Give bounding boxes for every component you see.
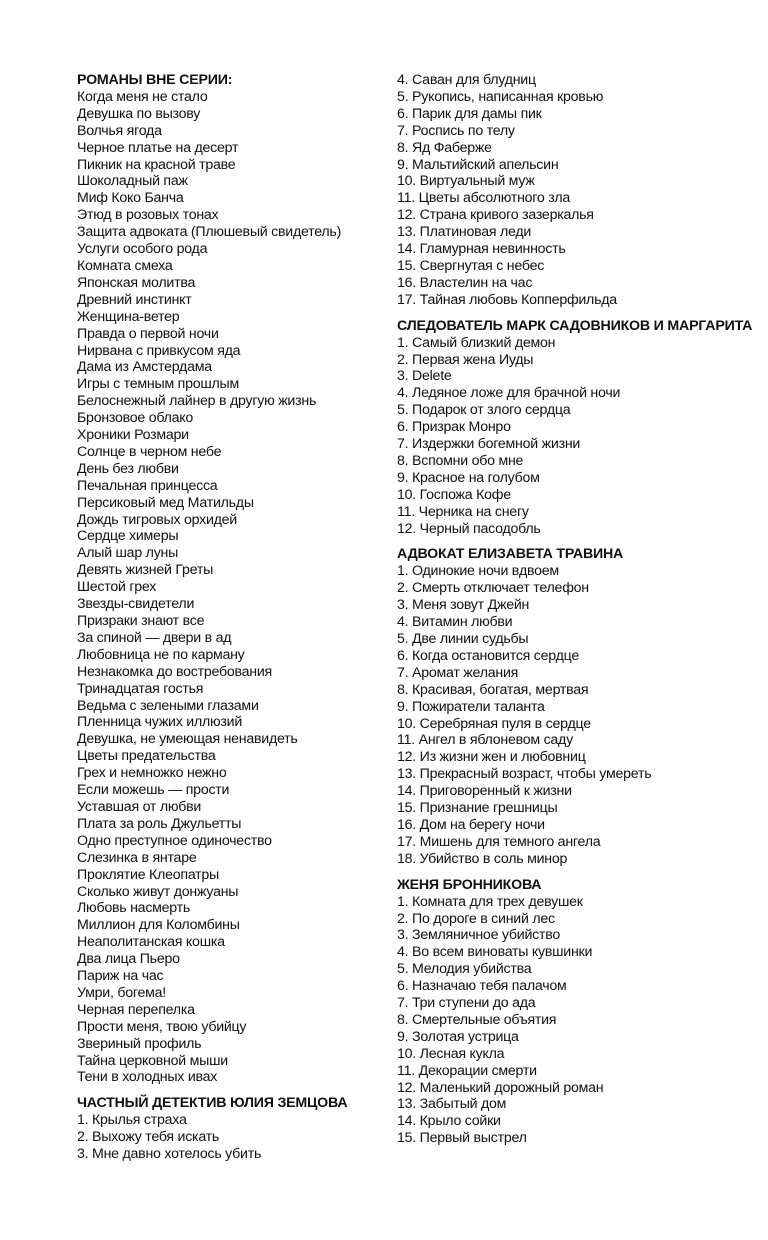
book-title: 1. Одинокие ночи вдвоем — [397, 563, 559, 580]
book-title: Хроники Розмари — [77, 427, 189, 444]
book-title: 9. Красное на голубом — [397, 469, 540, 486]
book-title: 12. Черный пасодобль — [397, 520, 541, 537]
book-title: Японская молитва — [77, 274, 196, 291]
book-title: За спиной — двери в ад — [77, 629, 232, 646]
book-title: Комната смеха — [77, 257, 173, 274]
book-title: 17. Мишень для темного ангела — [397, 833, 601, 850]
book-title: Шестой грех — [77, 579, 157, 596]
book-title: 15. Признание грешницы — [397, 800, 558, 817]
book-series-section — [77, 1095, 392, 1163]
book-title: 10. Серебряная пуля в сердце — [397, 715, 591, 732]
book-title: Персиковый мед Матильды — [77, 494, 254, 511]
book-series-section — [397, 877, 757, 1148]
book-title: Грех и немножко нежно — [77, 765, 227, 782]
book-title: 11. Декорации смерти — [397, 1062, 537, 1079]
book-title: Любовница не по карману — [77, 646, 245, 663]
book-title: 7. Роспись по телу — [397, 122, 515, 139]
left-column — [77, 72, 392, 1163]
book-title: 2. Выхожу тебя искать — [77, 1129, 220, 1146]
book-title: Черное платье на десерт — [77, 139, 239, 156]
book-title: Белоснежный лайнер в другую жизнь — [77, 393, 317, 410]
book-title: 6. Когда остановится сердце — [397, 647, 579, 664]
book-series-section — [397, 546, 757, 867]
series-heading: ЧАСТНЫЙ ДЕТЕКТИВ ЮЛИЯ ЗЕМЦОВА — [77, 1095, 348, 1112]
book-title: Плата за роль Джульетты — [77, 815, 242, 832]
book-title: Тайна церковной мыши — [77, 1052, 228, 1069]
book-title: Древний инстинкт — [77, 291, 192, 308]
book-title: Дама из Амстердама — [77, 359, 212, 376]
book-title: 9. Пожиратели таланта — [397, 698, 545, 715]
book-title: 12. Маленький дорожный роман — [397, 1079, 604, 1096]
book-title: Незнакомка до востребования — [77, 663, 272, 680]
book-title: 10. Виртуальный муж — [397, 173, 535, 190]
book-title: Цветы предательства — [77, 748, 216, 765]
book-title: Нирвана с привкусом яда — [77, 342, 241, 359]
book-title: Париж на час — [77, 968, 164, 985]
book-title: Два лица Пьеро — [77, 951, 180, 968]
book-title: 11. Черника на снегу — [397, 503, 529, 520]
book-title: Девушка по вызову — [77, 105, 201, 122]
book-title: Одно преступное одиночество — [77, 832, 272, 849]
book-title: 3. Мне давно хотелось убить — [77, 1146, 262, 1163]
right-column — [397, 72, 757, 1147]
book-title: 8. Красивая, богатая, мертвая — [397, 681, 589, 698]
book-title: Черная перепелка — [77, 1001, 195, 1018]
book-title: 11. Ангел в яблоневом саду — [397, 732, 573, 749]
book-title: Тени в холодных ивах — [77, 1069, 218, 1086]
book-title: 14. Крыло сойки — [397, 1113, 501, 1130]
book-title: 5. Рукопись, написанная кровью — [397, 88, 604, 105]
book-title: Солнце в черном небе — [77, 443, 222, 460]
book-title: Волчья ягода — [77, 122, 162, 139]
book-title: Девять жизней Греты — [77, 562, 214, 579]
book-title: Если можешь — прости — [77, 782, 230, 799]
book-title: 8. Яд Фаберже — [397, 139, 492, 156]
book-series-section — [397, 72, 757, 309]
book-title: Алый шар луны — [77, 545, 179, 562]
book-title: Прости меня, твою убийцу — [77, 1018, 247, 1035]
book-title: 8. Вспомни обо мне — [397, 452, 524, 469]
book-title: 2. По дороге в синий лес — [397, 910, 555, 927]
book-title: День без любви — [77, 460, 179, 477]
book-title: 7. Издержки богемной жизни — [397, 436, 581, 453]
book-title: 2. Смерть отключает телефон — [397, 580, 589, 597]
book-title: Любовь насмерть — [77, 900, 191, 917]
book-title: Проклятие Клеопатры — [77, 866, 219, 883]
book-title: Призраки знают все — [77, 613, 205, 629]
book-title: Услуги особого рода — [77, 241, 208, 258]
book-title: 1. Крылья страха — [77, 1112, 187, 1129]
book-title: Дождь тигровых орхидей — [77, 511, 237, 528]
book-title: 3. Delete — [397, 368, 452, 385]
book-title: 9. Золотая устрица — [397, 1028, 519, 1045]
book-title: 13. Забытый дом — [397, 1096, 507, 1113]
book-title: Печальная принцесса — [77, 477, 218, 494]
book-title: Пленница чужих иллюзий — [77, 714, 242, 731]
book-title: 4. Саван для блудниц — [397, 72, 536, 88]
series-heading: РОМАНЫ ВНЕ СЕРИИ: — [77, 72, 233, 88]
book-title: Сколько живут донжуаны — [77, 883, 239, 900]
book-title: 8. Смертельные объятия — [397, 1011, 557, 1028]
book-title: Миллион для Коломбины — [77, 917, 240, 934]
book-title: Шоколадный паж — [77, 173, 188, 190]
book-title: 13. Прекрасный возраст, чтобы умереть — [397, 766, 652, 783]
book-title: 3. Меня зовут Джейн — [397, 597, 530, 614]
book-title: 14. Приговоренный к жизни — [397, 783, 572, 800]
book-title: 4. Ледяное ложе для брачной ночи — [397, 385, 621, 402]
book-title: 16. Властелин на час — [397, 274, 533, 291]
book-title: Звезды-свидетели — [77, 596, 195, 613]
series-heading: ЖЕНЯ БРОННИКОВА — [397, 876, 542, 893]
book-title: 12. Из жизни жен и любовниц — [397, 749, 586, 766]
book-title: 11. Цветы абсолютного зла — [397, 190, 571, 207]
book-title: 13. Платиновая леди — [397, 224, 532, 241]
book-title: 14. Гламурная невинность — [397, 241, 566, 258]
book-title: Уставшая от любви — [77, 798, 202, 815]
book-title: Правда о первой ночи — [77, 325, 219, 342]
book-title: Женщина-ветер — [77, 308, 180, 325]
book-title: Звериный профиль — [77, 1035, 202, 1052]
book-title: Сердце химеры — [77, 528, 179, 545]
book-title: 7. Три ступени до ада — [397, 995, 536, 1012]
book-title: 6. Парик для дамы пик — [397, 105, 542, 122]
book-title: 16. Дом на берегу ночи — [397, 816, 545, 833]
book-title: 17. Тайная любовь Копперфильда — [397, 291, 617, 308]
book-title: 4. Во всем виноваты кувшинки — [397, 944, 593, 961]
book-title: Тринадцатая гостья — [77, 680, 204, 697]
book-title: 6. Призрак Монро — [397, 419, 511, 436]
book-series-section — [397, 318, 757, 538]
book-title: 18. Убийство в соль минор — [397, 850, 568, 867]
book-title: Этюд в розовых тонах — [77, 207, 219, 224]
book-title: Игры с темным прошлым — [77, 376, 239, 393]
book-title: Пикник на красной траве — [77, 156, 236, 173]
book-title: 10. Лесная кукла — [397, 1045, 505, 1062]
book-title: 4. Витамин любви — [397, 614, 513, 631]
book-title: 5. Мелодия убийства — [397, 961, 532, 978]
book-title: 7. Аромат желания — [397, 664, 519, 681]
book-title: Ведьма с зелеными глазами — [77, 697, 259, 714]
book-title: 15. Свергнутая с небес — [397, 257, 545, 274]
book-title: 1. Самый близкий демон — [397, 334, 556, 351]
book-series-section — [77, 72, 392, 1086]
book-title: 6. Назначаю тебя палачом — [397, 978, 567, 995]
book-title: 9. Мальтийский апельсин — [397, 156, 559, 173]
book-title: Бронзовое облако — [77, 410, 194, 427]
book-title: 12. Страна кривого зазеркалья — [397, 207, 594, 224]
book-title: 5. Подарок от злого сердца — [397, 402, 571, 419]
book-title: 5. Две линии судьбы — [397, 631, 529, 647]
book-title: Девушка, не умеющая ненавидеть — [77, 731, 298, 748]
book-title: 2. Первая жена Иуды — [397, 351, 534, 368]
book-title: 10. Госпожа Кофе — [397, 486, 511, 503]
book-title: 15. Первый выстрел — [397, 1130, 527, 1147]
series-heading: АДВОКАТ ЕЛИЗАВЕТА ТРАВИНА — [397, 546, 624, 563]
book-title: 3. Земляничное убийство — [397, 927, 560, 944]
book-title: 1. Комната для трех девушек — [397, 893, 583, 910]
book-title: Слезинка в янтаре — [77, 849, 197, 866]
series-heading: СЛЕДОВАТЕЛЬ МАРК САДОВНИКОВ И МАРГАРИТА — [397, 317, 753, 334]
book-title: Неаполитанская кошка — [77, 934, 225, 951]
book-title: Миф Коко Банча — [77, 190, 184, 207]
book-title: Защита адвоката (Плюшевый свидетель) — [77, 224, 342, 241]
book-title: Когда меня не стало — [77, 88, 208, 105]
book-title: Умри, богема! — [77, 984, 166, 1001]
